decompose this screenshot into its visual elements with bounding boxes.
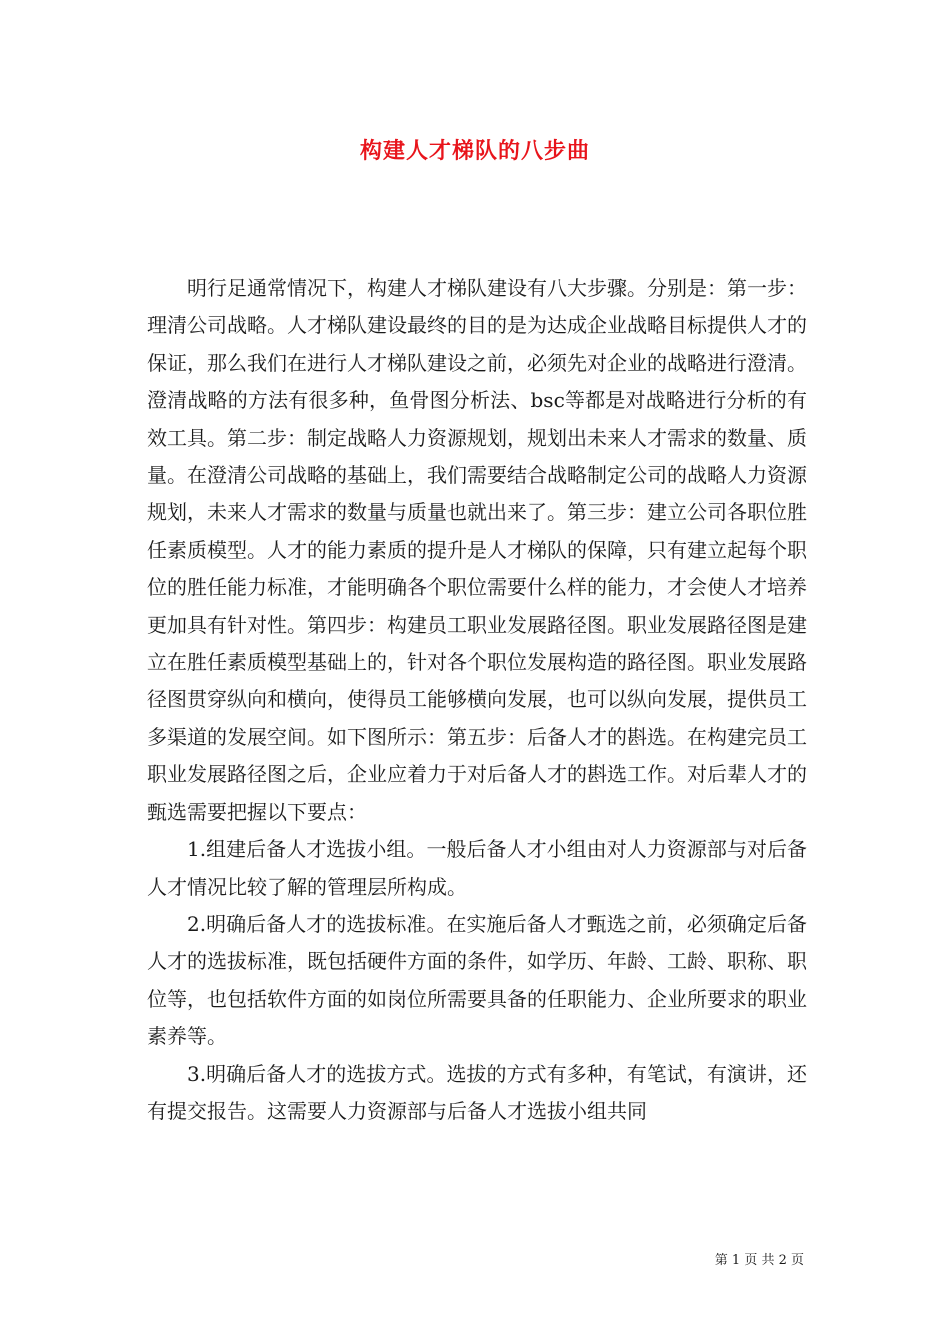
document-title: 构建人才梯队的八步曲 [359, 138, 590, 164]
paragraph-point-2: 2.明确后备人才的选拔标准。在实施后备人才甄选之前，必须确定后备人才的选拔标准，既包括硬件方面的条件，如学历、年龄、工龄、职称、职位等，也包括软件方面的如岗位所需要具备的任职能力、企业所要求的职业素养等。 [147, 911, 807, 1049]
paragraph-intro: 明行足通常情况下，构建人才梯队建设有八大步骤。分别是：第一步：理清公司战略。人才梯队建设最终的目的是为达成企业战略目标提供人才的保证，那么我们在进行人才梯队建设之前，必须先对企业的战略进行澄清。澄清战略的方法有很多种，鱼骨图分析法、bsc等都是对战略进行分析的有效工具。第二步：制定战略人力资源规划，规划出未来人才需求的数量、质量。在澄清公司战略的基础上，我们需要结合战略制定公司的战略人力资源规划，未来人才需求的数量与质量也就出来了。第三步：建立公司各职位胜任素质模型。人才的能力素质的提升是人才梯队的保障，只有建立起每个职位的胜任能力标准，才能明确各个职位需要什么样的能力，才会使人才培养更加具有针对性。第四步：构建员工职业发展路径图。职业发展路径图是建立在胜任素质模型基础上的，针对各个职位发展构造的路径图。职业发展路径图贯穿纵向和横向，使得员工能够横向发展，也可以纵向发展，提供员工多渠道的发展空间。如下图所示：第五步：后备人才的斟选。在构建完员工职业发展路径图之后，企业应着力于对后备人才的斟选工作。对后辈人才的甄选需要把握以下要点： [147, 276, 807, 824]
paragraph-point-3: 3.明确后备人才的选拔方式。选拔的方式有多种，有笔试，有演讲，还有提交报告。这需要人力资源部与后备人才选拔小组共同 [147, 1061, 807, 1123]
document-body [147, 270, 807, 1130]
paragraph-point-1: 1.组建后备人才选拔小组。一般后备人才小组由对人力资源部与对后备人才情况比较了解的管理层所构成。 [147, 837, 807, 899]
page-number: 第 1 页 共 2 页 [714, 1253, 804, 1268]
